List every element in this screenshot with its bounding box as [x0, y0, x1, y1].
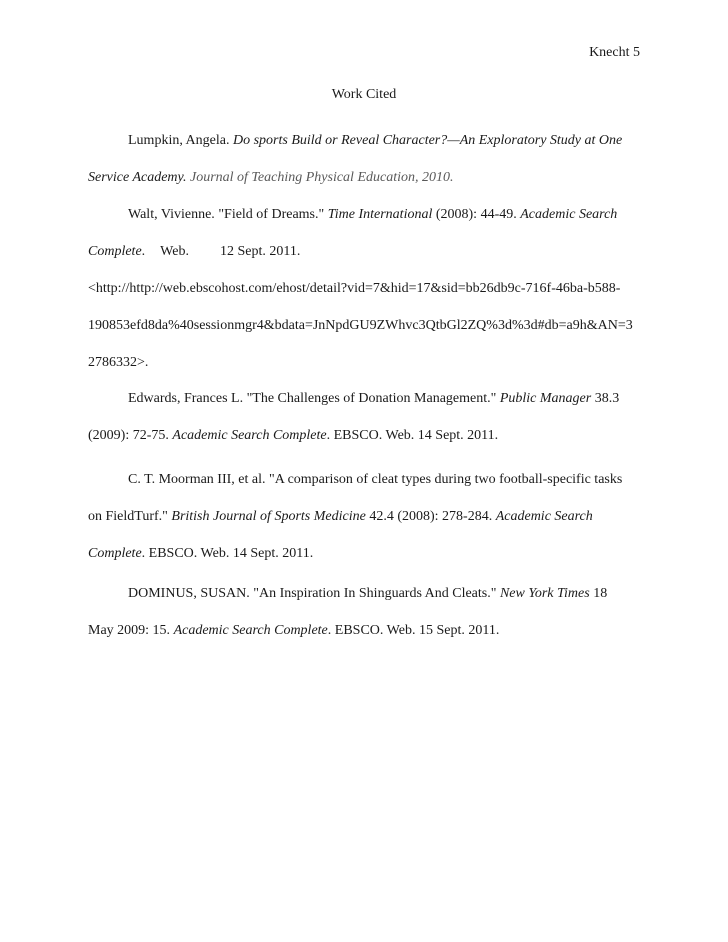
citation-author: Lumpkin, Angela.	[128, 133, 230, 148]
citation-accessed: 12 Sept. 2011.	[219, 244, 301, 259]
page-title: Work Cited	[331, 87, 397, 102]
citation-pub-cont: May 2009: 15.	[88, 623, 171, 638]
citation-volume: 38.3	[594, 391, 620, 406]
citation-access: EBSCO. Web. 15 Sept. 2011.	[334, 623, 500, 638]
citation-database: Academic Search	[495, 509, 593, 524]
citation-access: EBSCO. Web. 14 Sept. 2011.	[333, 428, 499, 443]
citation-author: DOMINUS, SUSAN.	[128, 586, 250, 601]
citation-pub: 42.4 (2008): 278-284.	[369, 509, 493, 524]
citation-journal: New York Times	[499, 586, 590, 601]
citation-url-line: <http://http://web.ebscohost.com/ehost/detail?vid=7&hid=17&sid=bb26db9c-716f-46ba-b588-	[88, 281, 621, 296]
citation-walt: Walt, Vivienne. "Field of Dreams." Time International (2008): 44-49. Academic Search Complete. Web. 12 Sept. 2011. <http://http://web.ebscohost.com/ehost/detail?vid=7&hid=17&sid=bb26db9c-716f-46ba-b588- 190853efd8da%40sessionmgr4&bdata=JnNpdGU9ZWhvc3QtbGl2ZQ%3d%3d#db=a9h&AN=3 2786332>.	[88, 207, 633, 370]
citation-database-cont: Complete	[88, 244, 142, 259]
citation-author: C. T. Moorman III, et al.	[128, 472, 266, 487]
citation-moorman: C. T. Moorman III, et al. "A comparison of cleat types during two football-specific tasks on FieldTurf." British Journal of Sports Medicine 42.4 (2008): 278-284. Academic Search Complete. EBSCO. Web. 14 Sept. 2011.	[88, 472, 623, 561]
citation-author: Edwards, Frances L.	[128, 391, 244, 406]
citation-lumpkin	[88, 122, 648, 196]
citation-journal: Journal of Teaching Physical Education, 2010.	[189, 170, 454, 185]
citation-access: EBSCO. Web. 14 Sept. 2011.	[148, 546, 314, 561]
citation-journal: Public Manager	[499, 391, 592, 406]
citation-pub: (2008): 44-49.	[435, 207, 517, 222]
citation-edwards: Edwards, Frances L. "The Challenges of Donation Management." Public Manager 38.3 (2009): 72-75. Academic Search Complete. EBSCO. Web. 14 Sept. 2011.	[88, 391, 620, 443]
citation-title: "Field of Dreams."	[218, 207, 325, 222]
citation-pub: (2009): 72-75.	[88, 428, 169, 443]
running-head: Knecht 5	[589, 45, 640, 60]
citation-database: Academic Search	[520, 207, 618, 222]
citation-author: Walt, Vivienne.	[128, 207, 215, 222]
citation-journal: British Journal of Sports Medicine	[171, 509, 366, 524]
citation-dominus: DOMINUS, SUSAN. "An Inspiration In Shinguards And Cleats." New York Times 18 May 2009: 15. Academic Search Complete. EBSCO. Web. 15 Sept. 2011.	[88, 586, 608, 638]
citation-journal: Time International	[327, 207, 433, 222]
citation-database: Academic Search Complete	[172, 428, 327, 443]
citation-medium: Web.	[160, 244, 189, 259]
citation-url-line: 2786332>.	[88, 355, 149, 370]
citation-title: Do sports Build or Reveal Character?—An Exploratory Study at One Service Academy.	[88, 133, 623, 185]
citation-title: "An Inspiration In Shinguards And Cleats."	[253, 586, 497, 601]
citation-title: "The Challenges of Donation Management."	[246, 391, 497, 406]
citation-title: "A comparison of cleat types during two football-specific tasks	[269, 472, 623, 487]
citation-database: Academic Search Complete	[173, 623, 328, 638]
citation-url-line: 190853efd8da%40sessionmgr4&bdata=JnNpdGU9ZWhvc3QtbGl2ZQ%3d%3d#db=a9h&AN=3	[88, 318, 633, 333]
citation-title-cont: on FieldTurf."	[88, 509, 168, 524]
citation-database-cont: Complete	[88, 546, 142, 561]
citation-pub: 18	[593, 586, 608, 601]
